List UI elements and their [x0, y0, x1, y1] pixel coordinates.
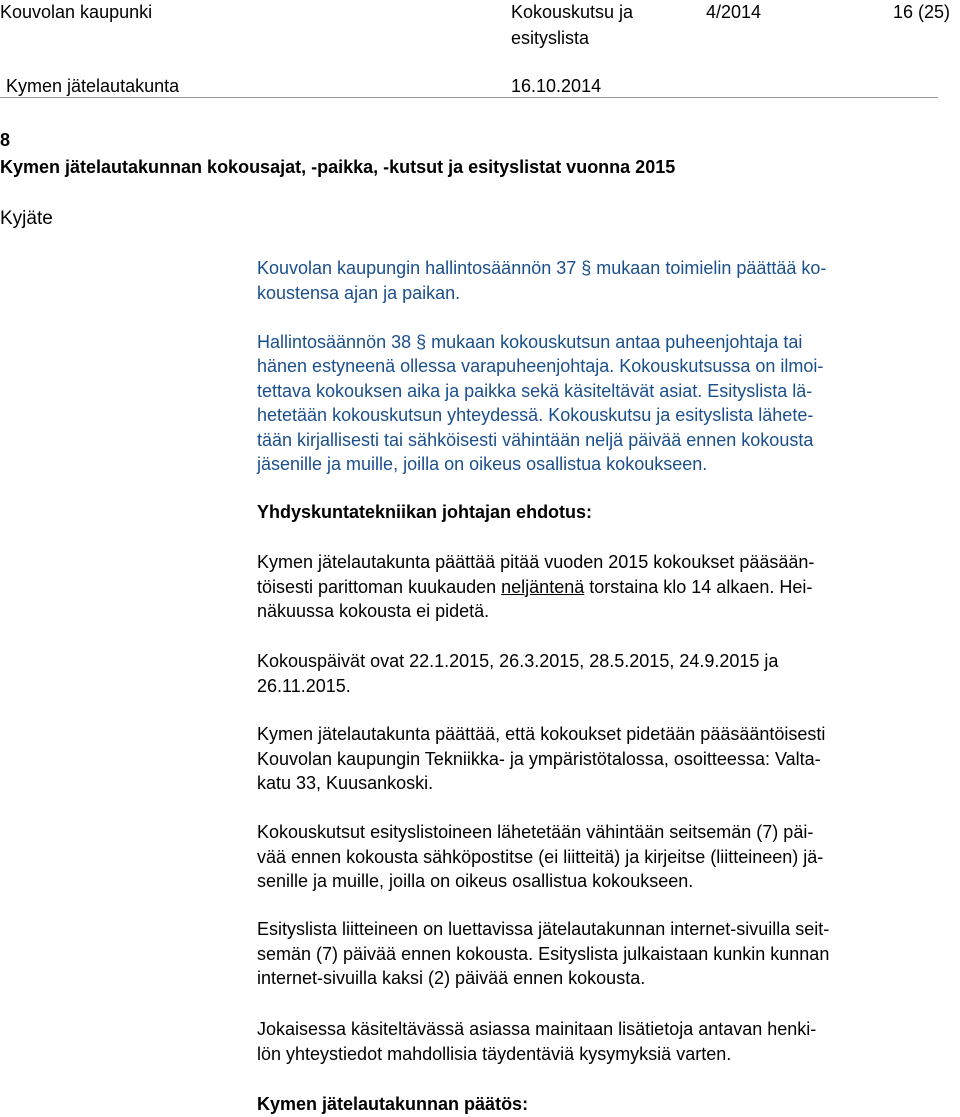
- org-name: Kouvolan kaupunki: [0, 2, 153, 22]
- header-divider: [0, 97, 938, 98]
- proposal-paragraph-4: [257, 820, 937, 894]
- paragraph-line: Kymen jätelautakunta päättää, että kokoukset pidetään pääsääntöisesti: [257, 724, 826, 744]
- paragraph-line: töisesti parittoman kuukauden neljäntenä torstaina klo 14 alkaen. Hei-: [257, 576, 813, 597]
- proposal-paragraph-5: [257, 917, 937, 991]
- doc-type-line1: Kokouskutsu ja: [511, 2, 634, 22]
- paragraph-line: senille ja muille, joilla on oikeus osallistua kokoukseen.: [257, 871, 694, 891]
- background-line: tettava kokouksen aika ja paikka sekä käsiteltävät asiat. Esityslista lä-: [257, 380, 813, 401]
- doc-type-line2: esityslista: [511, 28, 590, 48]
- underlined-word: neljäntenä: [501, 576, 585, 597]
- background-line: jäsenille ja muille, joilla on oikeus osallistua kokoukseen.: [257, 454, 708, 474]
- paragraph-line: Kokouskutsut esityslistoineen lähetetään vähintään seitsemän (7) päi-: [257, 822, 814, 842]
- paragraph-line: katu 33, Kuusankoski.: [257, 773, 434, 793]
- paragraph-line: Kouvolan kaupungin Tekniikka- ja ympäristötalossa, osoitteessa: Valta-: [257, 748, 821, 769]
- background-line: Hallintosäännön 38 § mukaan kokouskutsun antaa puheenjohtaja tai: [257, 331, 803, 352]
- paragraph-line: näkuussa kokousta ei pidetä.: [257, 601, 490, 621]
- paragraph-line: internet-sivuilla kaksi (2) päivää ennen kokousta.: [257, 968, 646, 988]
- doc-number: 4/2014: [706, 2, 762, 22]
- page-number: 16 (25): [893, 2, 951, 22]
- background-line: tään kirjallisesti tai sähköisesti vähintään neljä päivää ennen kokousta: [257, 429, 814, 450]
- paragraph-line: Kokouspäivät ovat 22.1.2015, 26.3.2015, 28.5.2015, 24.9.2015 ja: [257, 651, 779, 671]
- paragraph-line: Jokaisessa käsiteltävässä asiassa mainitaan lisätietoja antavan henki-: [257, 1019, 817, 1039]
- section-number: 8: [0, 130, 11, 150]
- decision-heading: Kymen jätelautakunnan päätös:: [257, 1094, 529, 1114]
- background-line: hetetään kokouskutsun yhteydessä. Kokouskutsu ja esityslista lähete-: [257, 405, 814, 425]
- proposal-paragraph-2: [257, 649, 937, 698]
- paragraph-line: semän (7) päivää ennen kokousta. Esityslista julkaistaan kunkin kunnan: [257, 943, 830, 964]
- meeting-date: 16.10.2014: [511, 76, 602, 96]
- paragraph-line: lön yhteystiedot mahdollisia täydentäviä kysymyksiä varten.: [257, 1043, 732, 1064]
- paragraph-line: Esityslista liitteineen on luettavissa jätelautakunnan internet-sivuilla seit-: [257, 919, 830, 939]
- background-line: Kouvolan kaupungin hallintosäännön 37 § mukaan toimielin päättää ko-: [257, 258, 827, 278]
- paragraph-line: vää ennen kokousta sähköpostitse (ei liitteitä) ja kirjeitse (liitteineen) jä-: [257, 846, 824, 867]
- proposal-paragraph-3: [257, 722, 937, 796]
- proposal-heading: Yhdyskuntatekniikan johtajan ehdotus:: [257, 502, 593, 522]
- background-line: koustensa ajan ja paikan.: [257, 282, 461, 303]
- section-title: Kymen jätelautakunnan kokousajat, -paikka, -kutsut ja esityslistat vuonna 2015: [0, 157, 676, 177]
- proposal-paragraph-6: [257, 1017, 937, 1066]
- paragraph-line: 26.11.2015.: [257, 675, 351, 696]
- background-line: hänen estyneenä ollessa varapuheenjohtaja. Kokouskutsussa on ilmoi-: [257, 356, 824, 376]
- body-name: Kymen jätelautakunta: [6, 76, 180, 96]
- background-block: [257, 256, 937, 477]
- paragraph-line: Kymen jätelautakunta päättää pitää vuoden 2015 kokoukset pääsään-: [257, 552, 815, 572]
- kyjate-label: Kyjäte: [0, 208, 53, 229]
- proposal-paragraph-1: [257, 550, 937, 624]
